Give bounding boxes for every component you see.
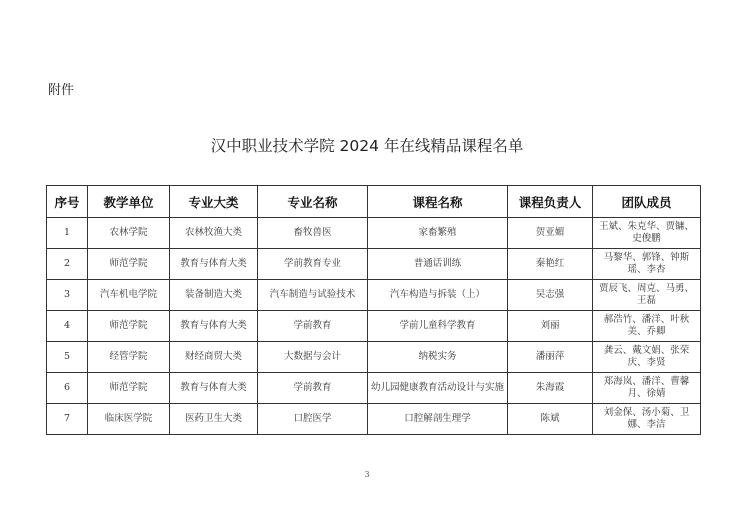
cell-course: 口腔解剖生理学 xyxy=(368,404,508,435)
cell-leader: 刘丽 xyxy=(508,311,593,342)
cell-index: 2 xyxy=(47,249,88,280)
cell-leader: 吴志强 xyxy=(508,280,593,311)
cell-major: 学前教育 xyxy=(258,373,368,404)
cell-major: 大数据与会计 xyxy=(258,342,368,373)
cell-unit: 临床医学院 xyxy=(88,404,170,435)
cell-category: 装备制造大类 xyxy=(170,280,258,311)
cell-leader: 潘丽萍 xyxy=(508,342,593,373)
cell-unit: 师范学院 xyxy=(88,311,170,342)
cell-course: 汽车构造与拆装（上） xyxy=(368,280,508,311)
cell-course: 纳税实务 xyxy=(368,342,508,373)
cell-category: 教育与体育大类 xyxy=(170,311,258,342)
cell-category: 医药卫生大类 xyxy=(170,404,258,435)
cell-index: 4 xyxy=(47,311,88,342)
table-row xyxy=(47,404,701,435)
cell-members: 龚云、戴文娟、张荣庆、李贤 xyxy=(593,342,701,373)
cell-major: 学前教育专业 xyxy=(258,249,368,280)
cell-major: 畜牧兽医 xyxy=(258,218,368,249)
table-row xyxy=(47,373,701,404)
table-row xyxy=(47,218,701,249)
cell-unit: 师范学院 xyxy=(88,249,170,280)
cell-members: 郝浩竹、潘洋、叶秋美、乔卿 xyxy=(593,311,701,342)
cell-unit: 农林学院 xyxy=(88,218,170,249)
cell-major: 学前教育 xyxy=(258,311,368,342)
cell-category: 农林牧渔大类 xyxy=(170,218,258,249)
cell-category: 教育与体育大类 xyxy=(170,249,258,280)
cell-leader: 朱海霞 xyxy=(508,373,593,404)
header-index: 序号 xyxy=(47,186,88,218)
course-table xyxy=(46,185,701,435)
cell-major: 汽车制造与试验技术 xyxy=(258,280,368,311)
table-row xyxy=(47,249,701,280)
cell-index: 1 xyxy=(47,218,88,249)
cell-members: 郑海岚、潘洋、曹馨月、徐婧 xyxy=(593,373,701,404)
cell-unit: 师范学院 xyxy=(88,373,170,404)
table-row xyxy=(47,311,701,342)
table-row xyxy=(47,280,701,311)
header-members: 团队成员 xyxy=(593,186,701,218)
cell-course: 家畜繁殖 xyxy=(368,218,508,249)
cell-index: 6 xyxy=(47,373,88,404)
cell-index: 5 xyxy=(47,342,88,373)
header-course: 课程名称 xyxy=(368,186,508,218)
cell-index: 3 xyxy=(47,280,88,311)
header-leader: 课程负责人 xyxy=(508,186,593,218)
table-row xyxy=(47,342,701,373)
cell-unit: 经管学院 xyxy=(88,342,170,373)
cell-unit: 汽车机电学院 xyxy=(88,280,170,311)
header-major: 专业名称 xyxy=(258,186,368,218)
cell-category: 财经商贸大类 xyxy=(170,342,258,373)
cell-members: 马黎华、郭锋、钟斯瑶、李杏 xyxy=(593,249,701,280)
cell-category: 教育与体育大类 xyxy=(170,373,258,404)
page-number: 3 xyxy=(364,470,370,479)
cell-members: 贾辰飞、周克、马勇、王磊 xyxy=(593,280,701,311)
table-header-row xyxy=(47,186,701,218)
cell-leader: 贺亚媚 xyxy=(508,218,593,249)
attachment-label: 附件 xyxy=(48,83,75,98)
cell-members: 刘金保、汤小菊、卫娜、李洁 xyxy=(593,404,701,435)
cell-index: 7 xyxy=(47,404,88,435)
cell-leader: 秦艳红 xyxy=(508,249,593,280)
cell-members: 王斌、朱克华、贾镛、史俊鹏 xyxy=(593,218,701,249)
cell-course: 普通话训练 xyxy=(368,249,508,280)
header-unit: 教学单位 xyxy=(88,186,170,218)
header-category: 专业大类 xyxy=(170,186,258,218)
cell-course: 学前儿童科学教育 xyxy=(368,311,508,342)
document-title: 汉中职业技术学院 2024 年在线精品课程名单 xyxy=(210,137,524,155)
cell-leader: 陈斌 xyxy=(508,404,593,435)
cell-course: 幼儿园健康教育活动设计与实施 xyxy=(368,373,508,404)
cell-major: 口腔医学 xyxy=(258,404,368,435)
